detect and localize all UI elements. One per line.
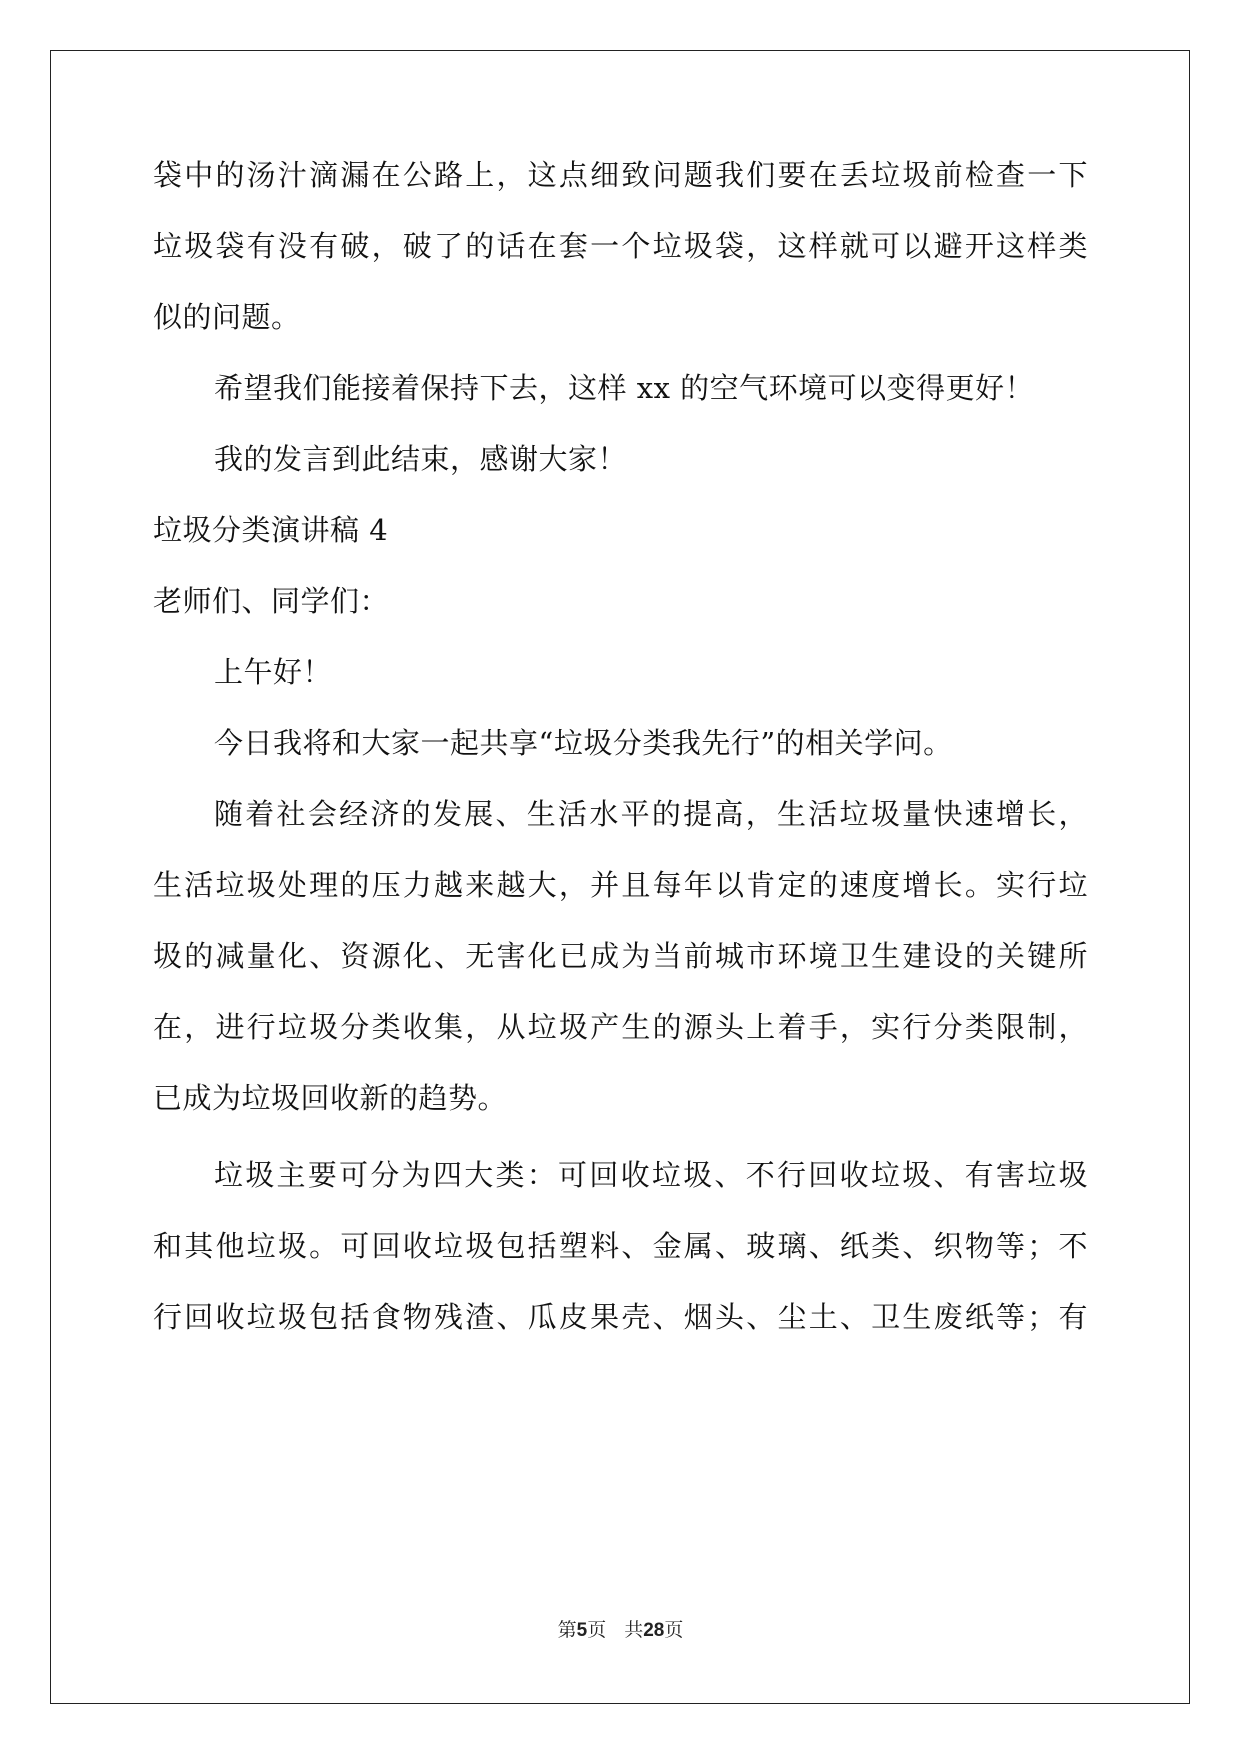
- page-footer: [0, 1618, 1241, 1643]
- page-suffix: 页: [587, 1619, 607, 1641]
- paragraph-line: 在，进行垃圾分类收集，从垃圾产生的源头上着手，实行分类限制，: [153, 1010, 1088, 1044]
- paragraph-line: 已成为垃圾回收新的趋势。: [153, 1081, 508, 1115]
- salutation: 老师们、同学们：: [153, 584, 390, 618]
- paragraph-line: 垃圾主要可分为四大类：可回收垃圾、不行回收垃圾、有害垃圾: [214, 1158, 1088, 1192]
- total-prefix: 共: [624, 1619, 644, 1641]
- paragraph-line: 希望我们能接着保持下去，这样 xx 的空气环境可以变得更好！: [214, 371, 1035, 405]
- page-prefix: 第: [557, 1619, 577, 1641]
- paragraph-line: 今日我将和大家一起共享“垃圾分类我先行”的相关学问。: [214, 726, 953, 760]
- paragraph-line: 和其他垃圾。可回收垃圾包括塑料、金属、玻璃、纸类、织物等；不: [153, 1229, 1088, 1263]
- page-total: 28: [643, 1620, 665, 1641]
- page-current: 5: [576, 1620, 588, 1641]
- paragraph-line: 生活垃圾处理的压力越来越大，并且每年以肯定的速度增长。实行垃: [153, 868, 1088, 902]
- paragraph-line: 行回收垃圾包括食物残渣、瓜皮果壳、烟头、尘土、卫生废纸等；有: [153, 1300, 1088, 1334]
- section-heading: 垃圾分类演讲稿 4: [153, 513, 389, 547]
- paragraph-line: 圾的减量化、资源化、无害化已成为当前城市环境卫生建设的关键所: [153, 939, 1088, 973]
- paragraph-line: 随着社会经济的发展、生活水平的提高，生活垃圾量快速增长，: [214, 797, 1088, 831]
- greeting: 上午好！: [214, 655, 333, 689]
- paragraph-line: 袋中的汤汁滴漏在公路上，这点细致问题我们要在丢垃圾前检查一下: [153, 158, 1088, 192]
- total-suffix: 页: [664, 1619, 684, 1641]
- paragraph-line: 似的问题。: [153, 300, 301, 334]
- paragraph-line: 垃圾袋有没有破，破了的话在套一个垃圾袋，这样就可以避开这样类: [153, 229, 1088, 263]
- paragraph-line: 我的发言到此结束，感谢大家！: [214, 442, 628, 476]
